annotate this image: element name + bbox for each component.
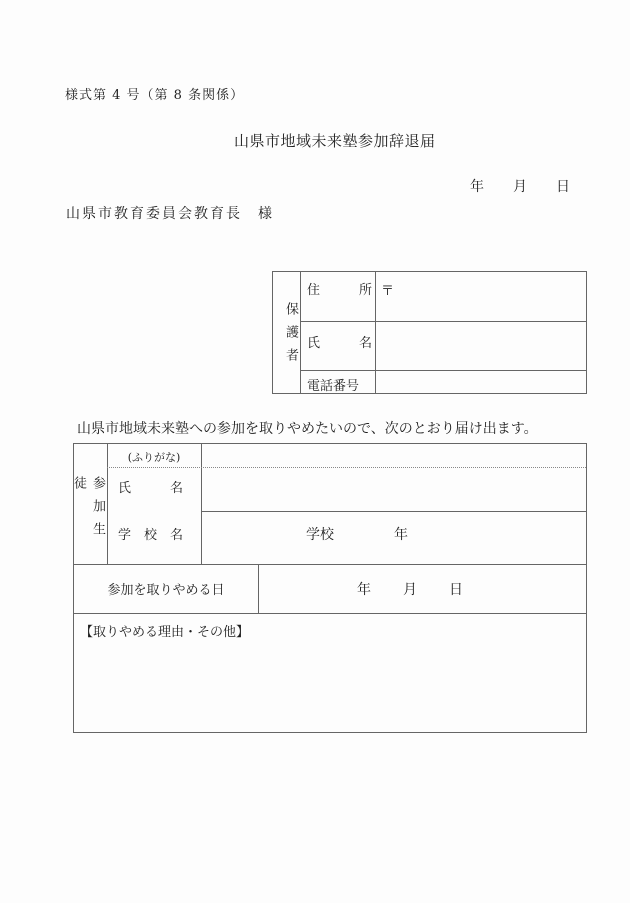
guardian-group-label: 保護者 xyxy=(273,272,301,394)
guardian-phone-field xyxy=(376,370,586,394)
guardian-name-field xyxy=(376,321,586,370)
postal-mark: 〒 xyxy=(381,284,395,299)
instruction-sentence: 山県市地域未来塾への参加を取りやめたいので、次のとおり届け出ます。 xyxy=(77,421,538,437)
submission-date-year-label: 年 xyxy=(470,179,484,195)
document-title: 山県市地域未来塾参加辞退届 xyxy=(234,132,436,150)
guardian-table xyxy=(272,271,587,394)
submission-date-line xyxy=(470,176,570,196)
submission-date-month-label: 月 xyxy=(513,179,527,195)
student-group-label: 参加生徒 xyxy=(71,476,105,545)
furigana-dotted-rule xyxy=(107,467,586,468)
withdraw-date-field xyxy=(246,564,574,613)
withdraw-date-month-label: 月 xyxy=(403,581,417,598)
school-suffix-label: 学校 xyxy=(306,526,334,543)
student-name-label: 氏 名 xyxy=(118,481,184,496)
withdraw-date-label: 参加を取りやめる日 xyxy=(107,583,225,598)
student-school-field xyxy=(201,511,586,564)
guardian-phone-label: 電話番号 xyxy=(301,370,376,394)
student-table xyxy=(73,443,587,733)
guardian-address-field xyxy=(376,272,586,321)
addressee-line: 山県市教育委員会教育長 様 xyxy=(66,206,274,222)
withdraw-reason-label: 【取りやめる理由・その他】 xyxy=(80,625,250,640)
withdraw-date-year-label: 年 xyxy=(357,581,371,598)
student-school-label: 学 校 名 xyxy=(118,528,184,543)
student-furigana-label: (ふりがな) xyxy=(127,451,181,464)
submission-date-day-label: 日 xyxy=(556,179,570,195)
guardian-name-label: 氏 名 xyxy=(301,321,376,370)
form-number: 様式第 4 号（第 8 条関係） xyxy=(65,88,245,103)
grade-year-suffix-label: 年 xyxy=(394,526,408,543)
withdraw-date-day-label: 日 xyxy=(449,581,463,598)
guardian-address-label: 住 所 xyxy=(301,272,376,321)
reason-row-divider xyxy=(74,613,586,614)
